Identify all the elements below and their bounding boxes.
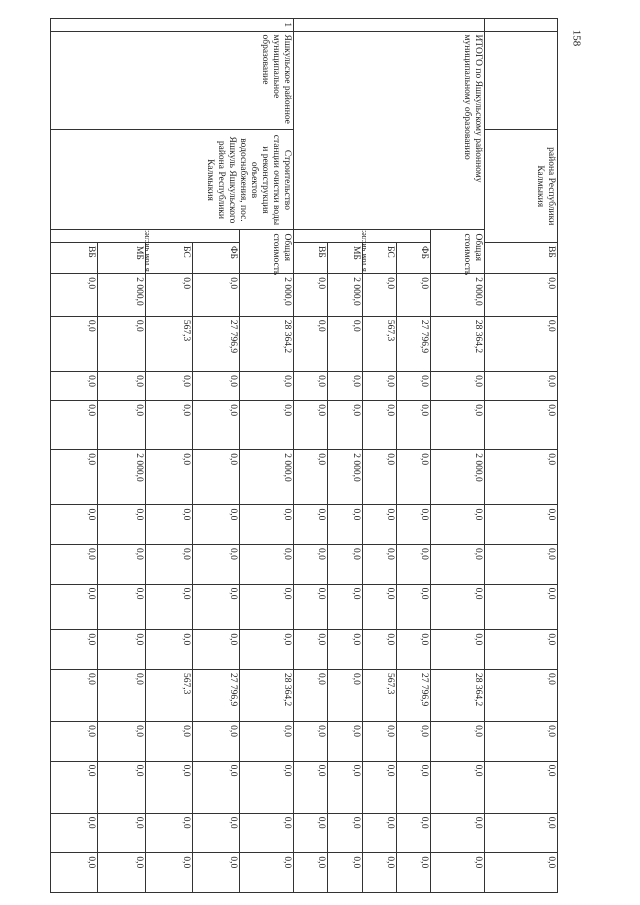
value-cell: 0,0 bbox=[397, 545, 431, 585]
row-number-cell: 1 bbox=[51, 19, 294, 32]
value-cell: 28 364,2 bbox=[431, 316, 484, 371]
value-cell: 0,0 bbox=[145, 813, 192, 853]
value-cell: 27 796,9 bbox=[397, 670, 431, 722]
value-cell: 0,0 bbox=[145, 372, 192, 401]
value-cell: 0,0 bbox=[484, 584, 557, 630]
value-cell: 0,0 bbox=[362, 761, 396, 813]
document-page bbox=[50, 18, 558, 893]
value-cell: 0,0 bbox=[484, 722, 557, 762]
value-cell: 0,0 bbox=[328, 670, 362, 722]
value-cell: 0,0 bbox=[51, 761, 98, 813]
table-body bbox=[51, 19, 558, 893]
value-cell: 0,0 bbox=[193, 722, 240, 762]
funding-kind-cell: ВБ bbox=[51, 242, 98, 273]
value-cell: 0,0 bbox=[98, 545, 145, 585]
value-cell: 0,0 bbox=[431, 545, 484, 585]
value-cell: 0,0 bbox=[397, 274, 431, 317]
funding-kind-cell: МБ bbox=[328, 242, 362, 273]
value-cell: 567,3 bbox=[145, 316, 192, 371]
value-cell: 0,0 bbox=[362, 505, 396, 545]
value-cell: 0,0 bbox=[193, 450, 240, 505]
value-cell: 0,0 bbox=[240, 630, 293, 670]
value-cell: 0,0 bbox=[328, 761, 362, 813]
value-cell: 0,0 bbox=[145, 584, 192, 630]
value-cell: 0,0 bbox=[51, 274, 98, 317]
value-cell: 0,0 bbox=[328, 853, 362, 893]
value-cell: 0,0 bbox=[484, 316, 557, 371]
value-cell: 0,0 bbox=[397, 761, 431, 813]
total-title-cell: ИТОГО по Яшкульскому районному муниципальному образованию bbox=[293, 31, 484, 230]
funding-kind-cell: БС bbox=[145, 242, 192, 273]
value-cell: 0,0 bbox=[145, 761, 192, 813]
value-cell: 2 000,0 bbox=[431, 274, 484, 317]
value-cell: 2 000,0 bbox=[240, 450, 293, 505]
value-cell: 0,0 bbox=[484, 761, 557, 813]
value-cell: 0,0 bbox=[397, 372, 431, 401]
value-cell: 0,0 bbox=[193, 545, 240, 585]
value-cell: 0,0 bbox=[431, 853, 484, 893]
value-cell: 0,0 bbox=[145, 722, 192, 762]
value-cell: 0,0 bbox=[397, 401, 431, 450]
value-cell: 0,0 bbox=[328, 401, 362, 450]
value-cell: 0,0 bbox=[98, 813, 145, 853]
value-cell: 0,0 bbox=[193, 761, 240, 813]
project-cell: Строительство станции очистки воды и реконструкция объектов водоснабжения, пос. Яшкуль Яшкульского района Республики Калмыкия bbox=[51, 130, 294, 230]
value-cell: 0,0 bbox=[145, 630, 192, 670]
value-cell: 2 000,0 bbox=[328, 274, 362, 317]
value-cell: 0,0 bbox=[98, 722, 145, 762]
table-row bbox=[431, 19, 484, 893]
value-cell: 0,0 bbox=[484, 630, 557, 670]
municipality-cell: Яшкульское районное муниципальное образование bbox=[51, 31, 294, 130]
value-cell: 0,0 bbox=[362, 722, 396, 762]
value-cell: 0,0 bbox=[328, 505, 362, 545]
value-cell: 0,0 bbox=[193, 813, 240, 853]
value-cell: 0,0 bbox=[240, 401, 293, 450]
value-cell: 0,0 bbox=[98, 584, 145, 630]
value-cell: 0,0 bbox=[328, 584, 362, 630]
value-cell: 0,0 bbox=[98, 853, 145, 893]
value-cell: 0,0 bbox=[98, 372, 145, 401]
value-cell: 0,0 bbox=[293, 722, 327, 762]
funding-kind-cell: МБ bbox=[98, 242, 145, 273]
value-cell: 0,0 bbox=[293, 372, 327, 401]
value-cell: 0,0 bbox=[293, 630, 327, 670]
blank-cell bbox=[484, 31, 557, 130]
value-cell: 0,0 bbox=[397, 853, 431, 893]
value-cell: 0,0 bbox=[98, 401, 145, 450]
value-cell: 2 000,0 bbox=[328, 450, 362, 505]
value-cell: 0,0 bbox=[328, 630, 362, 670]
value-cell: 0,0 bbox=[484, 670, 557, 722]
value-cell: 0,0 bbox=[397, 450, 431, 505]
funding-kind-cell: Общая стоимость bbox=[240, 230, 293, 274]
value-cell: 0,0 bbox=[98, 761, 145, 813]
value-cell: 567,3 bbox=[362, 316, 396, 371]
value-cell: 0,0 bbox=[484, 545, 557, 585]
value-cell: 0,0 bbox=[362, 274, 396, 317]
value-cell: 0,0 bbox=[293, 450, 327, 505]
value-cell: 27 796,9 bbox=[193, 316, 240, 371]
value-cell: 0,0 bbox=[431, 372, 484, 401]
value-cell: 2 000,0 bbox=[98, 450, 145, 505]
funding-kind-cell: ВБ bbox=[484, 242, 557, 273]
value-cell: 0,0 bbox=[240, 545, 293, 585]
table-row bbox=[484, 19, 557, 893]
region-cell: района Республики Калмыкия bbox=[484, 130, 557, 243]
value-cell: 0,0 bbox=[145, 505, 192, 545]
value-cell: 0,0 bbox=[431, 584, 484, 630]
value-cell: 0,0 bbox=[51, 505, 98, 545]
funding-kind-cell: ФБ bbox=[397, 242, 431, 273]
value-cell: 0,0 bbox=[431, 401, 484, 450]
value-cell: 0,0 bbox=[293, 761, 327, 813]
value-cell: 0,0 bbox=[240, 505, 293, 545]
value-cell: 0,0 bbox=[240, 372, 293, 401]
value-cell: 0,0 bbox=[293, 316, 327, 371]
value-cell: 0,0 bbox=[484, 401, 557, 450]
value-cell: 0,0 bbox=[193, 372, 240, 401]
value-cell: 0,0 bbox=[293, 401, 327, 450]
value-cell: 0,0 bbox=[51, 372, 98, 401]
value-cell: 567,3 bbox=[362, 670, 396, 722]
value-cell: 0,0 bbox=[328, 722, 362, 762]
marker-cell bbox=[484, 19, 557, 32]
value-cell: 0,0 bbox=[431, 505, 484, 545]
value-cell: 0,0 bbox=[51, 584, 98, 630]
value-cell: 0,0 bbox=[51, 670, 98, 722]
value-cell: 0,0 bbox=[397, 813, 431, 853]
value-cell: 28 364,2 bbox=[431, 670, 484, 722]
value-cell: 0,0 bbox=[293, 813, 327, 853]
value-cell: 0,0 bbox=[51, 722, 98, 762]
value-cell: 0,0 bbox=[293, 584, 327, 630]
value-cell: 0,0 bbox=[293, 853, 327, 893]
value-cell: 0,0 bbox=[240, 853, 293, 893]
value-cell: 0,0 bbox=[240, 584, 293, 630]
value-cell: 0,0 bbox=[98, 505, 145, 545]
table-row bbox=[240, 19, 293, 893]
value-cell: 0,0 bbox=[362, 450, 396, 505]
value-cell: 0,0 bbox=[362, 813, 396, 853]
value-cell: 0,0 bbox=[145, 545, 192, 585]
value-cell: 0,0 bbox=[193, 584, 240, 630]
value-cell: 0,0 bbox=[145, 401, 192, 450]
value-cell: 0,0 bbox=[484, 505, 557, 545]
funding-kind-cell: Общая стоимость bbox=[431, 230, 484, 274]
value-cell: 0,0 bbox=[328, 372, 362, 401]
value-cell: 0,0 bbox=[362, 545, 396, 585]
value-cell: 0,0 bbox=[51, 545, 98, 585]
value-cell: 0,0 bbox=[193, 630, 240, 670]
value-cell: 0,0 bbox=[51, 316, 98, 371]
including-text: в том числе: bbox=[358, 230, 368, 273]
value-cell: 0,0 bbox=[362, 372, 396, 401]
value-cell: 0,0 bbox=[51, 401, 98, 450]
value-cell: 28 364,2 bbox=[240, 670, 293, 722]
value-cell: 0,0 bbox=[362, 853, 396, 893]
value-cell: 0,0 bbox=[431, 722, 484, 762]
value-cell: 0,0 bbox=[193, 505, 240, 545]
value-cell: 0,0 bbox=[431, 761, 484, 813]
value-cell: 0,0 bbox=[328, 545, 362, 585]
marker-cell bbox=[293, 19, 484, 32]
value-cell: 0,0 bbox=[145, 853, 192, 893]
value-cell: 0,0 bbox=[397, 505, 431, 545]
funding-kind-cell: БС bbox=[362, 242, 396, 273]
including-text: в том числе: bbox=[141, 230, 151, 273]
page-number-text: 158 bbox=[570, 29, 582, 47]
value-cell: 27 796,9 bbox=[397, 316, 431, 371]
value-cell: 0,0 bbox=[397, 584, 431, 630]
value-cell: 567,3 bbox=[145, 670, 192, 722]
value-cell: 0,0 bbox=[484, 813, 557, 853]
value-cell: 0,0 bbox=[193, 401, 240, 450]
value-cell: 0,0 bbox=[328, 316, 362, 371]
value-cell: 0,0 bbox=[98, 630, 145, 670]
value-cell: 2 000,0 bbox=[240, 274, 293, 317]
value-cell: 0,0 bbox=[484, 450, 557, 505]
value-cell: 0,0 bbox=[51, 813, 98, 853]
value-cell: 0,0 bbox=[484, 853, 557, 893]
value-cell: 0,0 bbox=[484, 274, 557, 317]
page-number bbox=[566, 18, 586, 58]
value-cell: 0,0 bbox=[51, 853, 98, 893]
value-cell: 0,0 bbox=[362, 584, 396, 630]
value-cell: 0,0 bbox=[293, 545, 327, 585]
rotated-table-container bbox=[50, 18, 558, 893]
value-cell: 0,0 bbox=[293, 274, 327, 317]
value-cell: 0,0 bbox=[397, 722, 431, 762]
value-cell: 2 000,0 bbox=[98, 274, 145, 317]
value-cell: 0,0 bbox=[484, 372, 557, 401]
value-cell: 0,0 bbox=[397, 630, 431, 670]
value-cell: 0,0 bbox=[145, 274, 192, 317]
value-cell: 0,0 bbox=[431, 813, 484, 853]
value-cell: 0,0 bbox=[240, 813, 293, 853]
value-cell: 0,0 bbox=[98, 670, 145, 722]
value-cell: 0,0 bbox=[193, 853, 240, 893]
value-cell: 0,0 bbox=[145, 450, 192, 505]
value-cell: 2 000,0 bbox=[431, 450, 484, 505]
value-cell: 0,0 bbox=[51, 450, 98, 505]
value-cell: 0,0 bbox=[362, 630, 396, 670]
value-cell: 0,0 bbox=[98, 316, 145, 371]
value-cell: 0,0 bbox=[362, 401, 396, 450]
funding-kind-cell: ВБ bbox=[293, 242, 327, 273]
value-cell: 0,0 bbox=[328, 813, 362, 853]
value-cell: 0,0 bbox=[240, 761, 293, 813]
value-cell: 0,0 bbox=[240, 722, 293, 762]
value-cell: 28 364,2 bbox=[240, 316, 293, 371]
budget-table bbox=[50, 18, 558, 893]
value-cell: 0,0 bbox=[193, 274, 240, 317]
funding-kind-cell: ФБ bbox=[193, 242, 240, 273]
value-cell: 0,0 bbox=[431, 630, 484, 670]
value-cell: 27 796,9 bbox=[193, 670, 240, 722]
value-cell: 0,0 bbox=[51, 630, 98, 670]
value-cell: 0,0 bbox=[293, 670, 327, 722]
value-cell: 0,0 bbox=[293, 505, 327, 545]
